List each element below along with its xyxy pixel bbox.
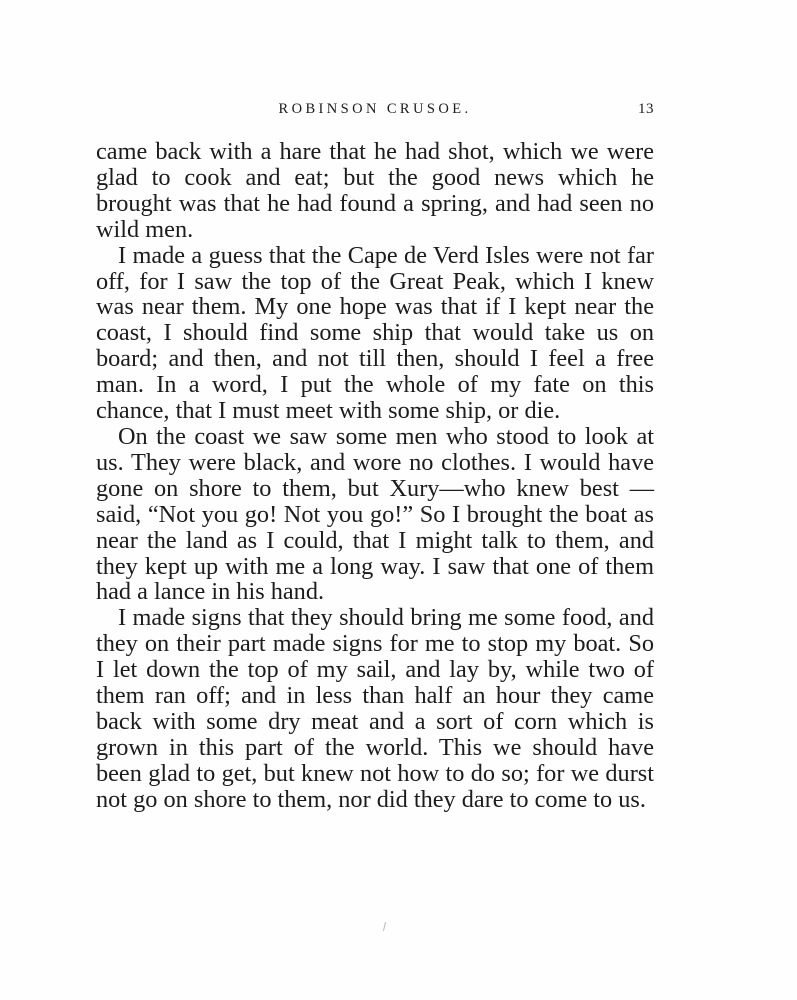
paragraph-4: I made signs that they should bring me some food, and they on their part made signs for me to stop my boat. So I let down the top of my sail, and lay by, while two of them ran off; and in less than half an hour they came back with some dry meat and a sort of corn which is grown in this part of the world. This we should have been glad to get, but knew not how to do so; for we durst not go on shore to them, nor did they dare to come to us.	[96, 604, 654, 813]
paper-speck	[383, 922, 386, 931]
running-head	[96, 101, 654, 125]
paragraph-3: On the coast we saw some men who stood to look at us. They were black, and wore no clothes. I would have gone on shore to them, but Xury—who knew best —said, “Not you go! Not you go!” So I brought the boat as near the land as I could, that I might talk to them, and they kept up with me a long way. I saw that one of them had a lance in his hand.	[96, 422, 654, 606]
body-text	[96, 139, 654, 813]
paragraph-1: came back with a hare that he had shot, which we were glad to cook and eat; but the good news which he brought was that he had found a spring, and had seen no wild men.	[96, 138, 654, 243]
paragraph-2: I made a guess that the Cape de Verd Isles were not far off, for I saw the top of the Great Peak, which I knew was near them. My one hope was that if I kept near the coast, I should find some ship that would take us on board; and then, and not till then, should I feel a free man. In a word, I put the whole of my fate on this chance, that I must meet with some ship, or die.	[96, 241, 654, 425]
running-title: ROBINSON CRUSOE.	[278, 101, 472, 117]
page-number: 13	[638, 101, 654, 117]
